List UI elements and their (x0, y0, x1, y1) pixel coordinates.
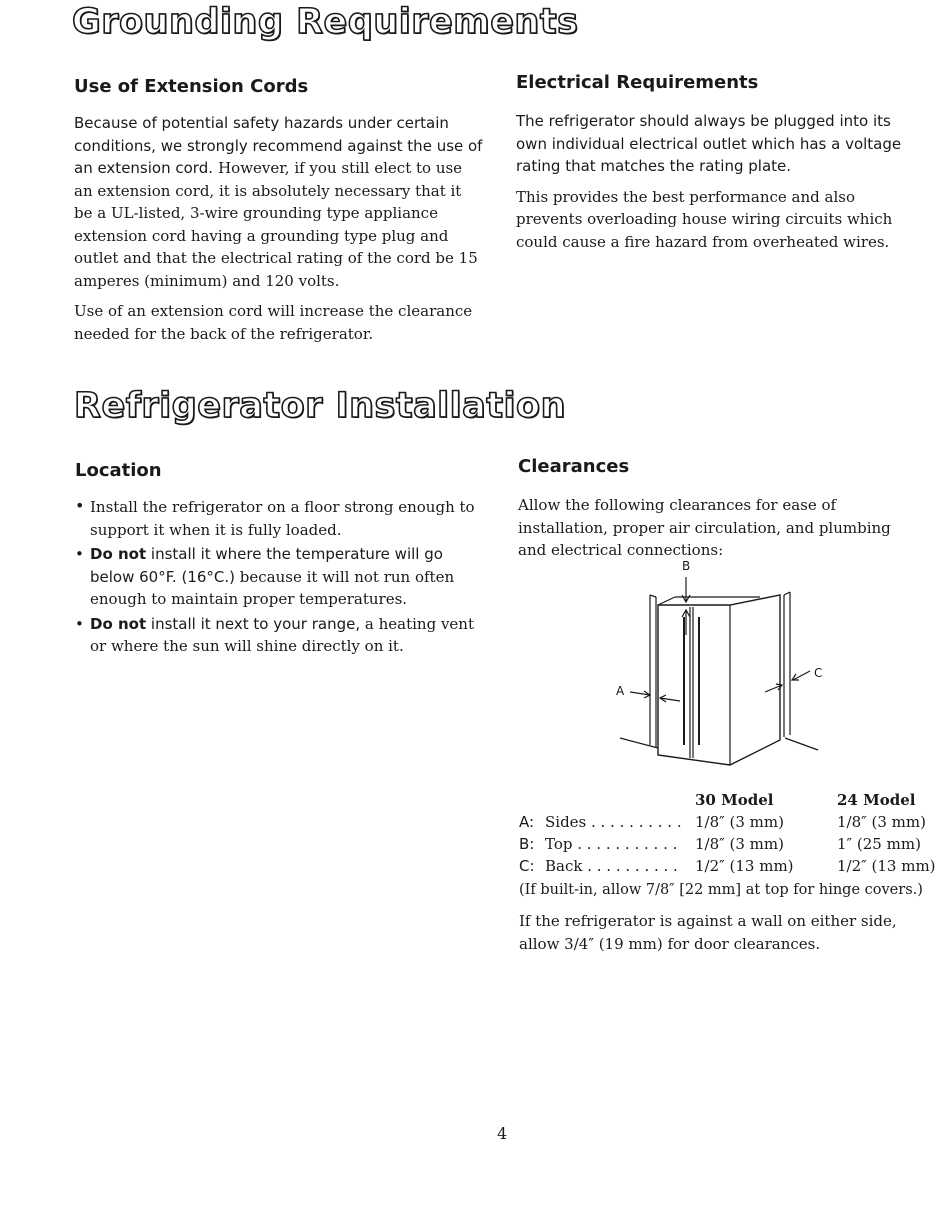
grounding-title: Grounding Requirements (72, 2, 579, 42)
table-row (519, 811, 936, 833)
col-30-model: 30 Model (695, 791, 774, 809)
row-value-24: 1/8″ (3 mm) (837, 813, 926, 831)
location-item-floor-text: Install the refrigerator on a floor strong enough to support it when it is fully loaded. (90, 498, 475, 539)
table-row (519, 833, 936, 855)
location-item-temperature (75, 543, 475, 611)
row-dots: . . . . . . . . . . (586, 813, 682, 831)
clearance-diagram (600, 555, 830, 775)
row-name (545, 811, 695, 833)
wall-clearance-note: If the refrigerator is against a wall on either side, allow 3/4″ (19 mm) for door clearances. (519, 912, 897, 953)
extension-cords-section (74, 112, 484, 345)
row-name (545, 833, 695, 855)
location-item-temperature-lead: install it where the temperature will go below 60°F. (16°C.) (90, 545, 443, 586)
do-not-label: Do not (90, 545, 147, 563)
row-letter: C: (519, 857, 535, 875)
clearances-intro: Allow the following clearances for ease of installation, proper air circulation, and plumbing and electrical connections: (518, 496, 891, 559)
row-value-24: 1″ (25 mm) (837, 835, 921, 853)
row-dots: . . . . . . . . . . (582, 857, 678, 875)
installation-title: Refrigerator Installation (74, 386, 566, 426)
row-name (545, 855, 695, 877)
bullet-icon: • (75, 545, 84, 563)
clearances-heading: Clearances (518, 456, 630, 477)
row-value-30: 1/8″ (3 mm) (695, 835, 784, 853)
electrical-requirements-section (516, 110, 916, 253)
label-a: A (616, 684, 625, 698)
col-24-model: 24 Model (837, 791, 916, 809)
location-item-range (75, 613, 475, 658)
back-wall-top (784, 592, 790, 595)
electrical-benefit-note: This provides the best performance and also prevents overloading house wiring circuits which could cause a fire hazard from overheated wires. (516, 187, 893, 251)
extension-cords-clearance-note: Use of an extension cord will increase the clearance needed for the back of the refrigerator. (74, 302, 473, 343)
location-heading: Location (75, 460, 162, 481)
extension-cords-requirements: However, if you still elect to use an extension cord, it is absolutely necessary that it be a UL-listed, 3-wire grounding type appliance extension cord having a grounding type plug and outlet and that the electrical rating of the cord be 15 amperes (minimum) and 120 volts. (74, 159, 478, 290)
row-letter: A: (519, 813, 535, 831)
row-dots: . . . . . . . . . . . (572, 835, 678, 853)
extension-cords-warning: Because of potential safety hazards under certain conditions, we strongly recommend against the use of an extension cord. (74, 114, 483, 177)
extension-cords-heading: Use of Extension Cords (74, 76, 309, 97)
builtin-note: (If built-in, allow 7/8″ [22 mm] at top for hinge covers.) (519, 882, 923, 898)
refrigerator-top-left (658, 597, 675, 605)
row-name-text: Top (545, 835, 573, 853)
bullet-icon: • (75, 614, 84, 633)
label-c: C (814, 666, 823, 680)
electrical-requirements-heading: Electrical Requirements (516, 72, 759, 93)
location-item-temperature-rest: because it will not run often enough to maintain proper temperatures. (90, 567, 455, 608)
row-letter: B: (519, 835, 535, 853)
location-list (75, 496, 475, 660)
clearance-table (519, 789, 936, 877)
bullet-icon: • (75, 496, 85, 515)
row-name-text: Sides (545, 813, 587, 831)
electrical-outlet-requirement: The refrigerator should always be plugged into its own individual electrical outlet which has a voltage rating that matches the rating plate. (516, 112, 902, 175)
row-name-text: Back (545, 857, 583, 875)
refrigerator-body (658, 595, 780, 765)
do-not-label: Do not (90, 614, 147, 633)
location-item-range-lead: install it next to your range, (150, 614, 361, 633)
page-number: 4 (497, 1124, 508, 1143)
row-value-30: 1/2″ (13 mm) (695, 857, 794, 875)
floor-line-left (620, 738, 658, 748)
label-b: B (682, 559, 691, 573)
table-row (519, 855, 936, 877)
row-value-30: 1/8″ (3 mm) (695, 813, 784, 831)
left-wall-top (650, 595, 656, 597)
row-value-24: 1/2″ (13 mm) (837, 857, 936, 875)
clearance-table-header (519, 789, 936, 811)
location-item-range-rest: a heating vent or where the sun will shine directly on it. (90, 614, 474, 655)
floor-line-right (785, 738, 818, 750)
location-item-floor (75, 496, 475, 541)
